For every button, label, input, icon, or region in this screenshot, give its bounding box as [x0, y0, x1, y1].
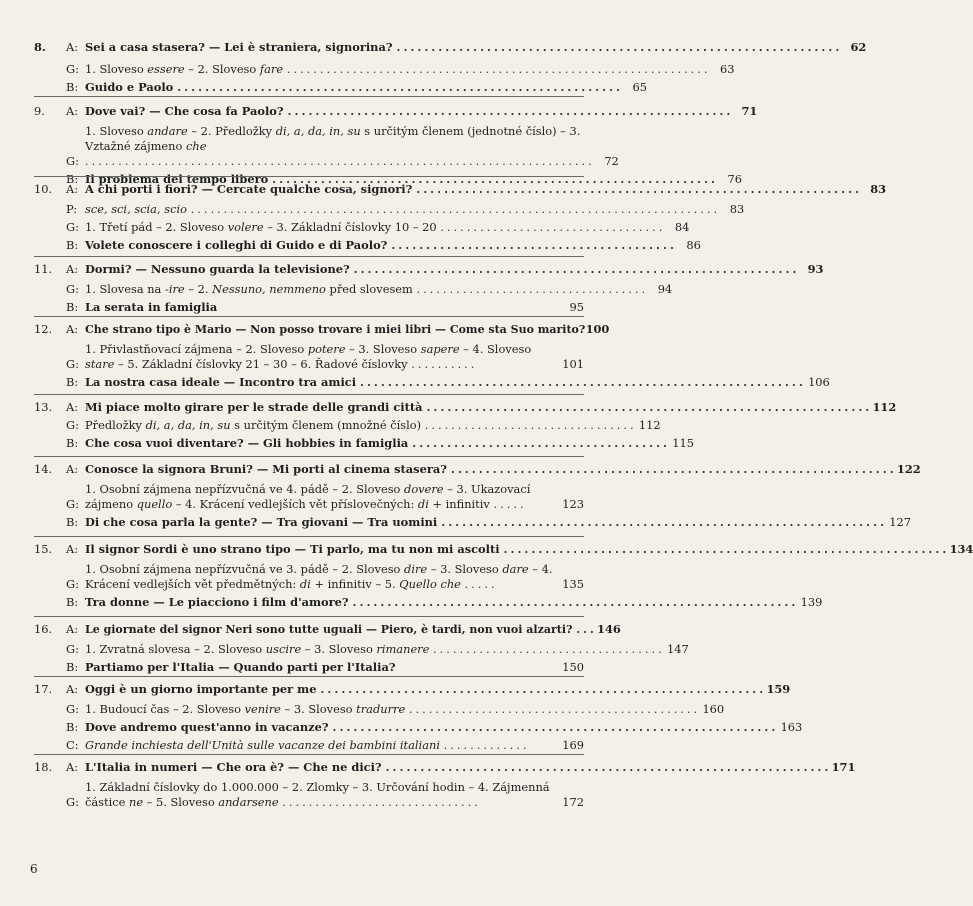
divider — [34, 316, 584, 317]
entry-page: 159 — [766, 682, 791, 696]
entry-title: sce, sci, scia, scio ................................................................................ — [85, 202, 721, 216]
entry-page: 171 — [831, 760, 856, 774]
lesson-number: 18. — [34, 760, 53, 774]
entry-page: 86 — [686, 238, 701, 252]
divider — [34, 176, 584, 177]
entry-code: B: — [66, 595, 79, 609]
entry-code: A: — [66, 182, 79, 196]
toc-entry — [66, 342, 584, 372]
toc-entry — [66, 418, 661, 433]
lesson-number: 16. — [34, 622, 53, 636]
entry-page: 84 — [674, 220, 690, 234]
entry-title: 1. Slovesa na -ire – 2. Nessuno, nemmeno před slovesem ................................... — [85, 282, 649, 296]
entry-page: 123 — [562, 497, 584, 511]
entry-title: Dormi? — Nessuno guarda la televisione? ................................................................ — [85, 262, 800, 276]
toc-entry — [66, 124, 619, 169]
toc-entry — [66, 375, 830, 390]
lesson-number: 8. — [34, 40, 46, 54]
page-folio: 6 — [30, 862, 38, 876]
toc-entry — [66, 436, 695, 451]
entry-title: A chi porti i fiori? — Cercate qualche cosa, signori? ................................................................ — [85, 182, 863, 196]
entry-page: 112 — [638, 418, 661, 432]
toc-entry — [66, 642, 689, 657]
entry-page: 71 — [741, 104, 758, 118]
entry-code: B: — [66, 375, 79, 389]
entry-code: G: — [66, 154, 79, 168]
divider — [34, 536, 584, 537]
lesson-number: 15. — [34, 542, 53, 556]
entry-title: Che cosa vuoi diventare? — Gli hobbies in famiglia ..................................... — [85, 436, 671, 450]
entry-page: 83 — [729, 202, 745, 216]
entry-title: Partiamo per l'Italia — Quando parti per l'Italia? — [85, 660, 396, 674]
entry-title: 1. Osobní zájmena nepřízvučná ve 4. pádě – 2. Sloveso dovere – 3. Ukazovací zájmeno quello – 4. Krácení vedlejších vět příslovečných: di + infinitiv ..... — [85, 482, 531, 511]
toc-entry — [66, 482, 584, 512]
entry-page: 172 — [562, 795, 584, 809]
entry-title: L'Italia in numeri — Che ora è? — Che ne dici? ................................................................ — [85, 760, 832, 774]
toc-entry — [66, 542, 973, 557]
entry-page: 134 — [949, 542, 973, 556]
entry-title: Che strano tipo è Mario — Non posso trovare i miei libri — Come sta Suo marito? — [85, 323, 586, 336]
toc-entry — [66, 738, 584, 753]
entry-code: B: — [66, 172, 79, 186]
toc-entry — [66, 760, 856, 775]
entry-title: Grande inchiesta dell'Unità sulle vacanze dei bambini italiani ............. — [85, 738, 530, 752]
toc-entry — [66, 660, 584, 675]
entry-code: G: — [66, 642, 79, 656]
entry-title: Předložky di, a, da, in, su s určitým členem (množné číslo) ................................ — [85, 418, 637, 432]
entry-code: C: — [66, 738, 79, 752]
entry-code: G: — [66, 62, 79, 76]
entry-code: A: — [66, 400, 79, 414]
entry-title: Sei a casa stasera? — Lei è straniera, signorina? ................................................................ — [85, 40, 843, 54]
entry-page: 95 — [569, 300, 584, 314]
toc-entry — [66, 400, 897, 415]
entry-title: 1. Osobní zájmena nepřízvučná ve 3. pádě – 2. Sloveso dire – 3. Sloveso dare – 4. Krácení vedlejších vět předmětných: di + infinitiv – 5. Quello che ..... — [85, 562, 553, 591]
entry-page: 106 — [808, 375, 830, 389]
entry-code: G: — [66, 282, 79, 296]
divider — [34, 96, 584, 97]
entry-page: 101 — [562, 357, 584, 371]
entry-page: 146 — [597, 622, 621, 636]
toc-entry — [66, 282, 673, 297]
entry-page: 93 — [807, 262, 824, 276]
entry-page: 147 — [666, 642, 689, 656]
entry-code: B: — [66, 436, 79, 450]
toc-entry — [66, 322, 610, 337]
entry-page: 160 — [702, 702, 725, 716]
entry-code: A: — [66, 622, 79, 636]
divider — [34, 616, 584, 617]
entry-title: 1. Zvratná slovesa – 2. Sloveso uscire – 3. Sloveso rimanere ................................... — [85, 642, 665, 656]
entry-page: 62 — [850, 40, 867, 54]
toc-entry — [66, 562, 584, 592]
entry-title: 1. Třetí pád – 2. Sloveso volere – 3. Základní číslovky 10 – 20 .................................. — [85, 220, 666, 234]
entry-page: 139 — [800, 595, 823, 609]
entry-title: Le giornate del signor Neri sono tutte uguali — Piero, è tardi, non vuoi alzarti? ... — [85, 623, 597, 636]
entry-code: B: — [66, 660, 79, 674]
lesson-number: 11. — [34, 262, 53, 276]
entry-title: 1. Sloveso essere – 2. Sloveso fare ................................................................ — [85, 62, 711, 76]
toc-entry — [66, 220, 690, 235]
lesson-number: 14. — [34, 462, 53, 476]
entry-code: G: — [66, 418, 79, 432]
entry-code: A: — [66, 104, 79, 118]
toc-entry — [66, 202, 745, 217]
toc-entry — [66, 62, 735, 77]
entry-title: 1. Sloveso andare – 2. Předložky di, a, da, in, su s určitým členem (jednotné číslo) – 3. Vztažné zájmeno che ............................................................................. — [85, 124, 595, 168]
entry-code: A: — [66, 322, 79, 336]
entry-code: G: — [66, 497, 79, 511]
entry-code: A: — [66, 682, 79, 696]
toc-entry — [66, 462, 921, 477]
toc-entry — [66, 780, 584, 810]
divider — [34, 456, 584, 457]
divider — [34, 754, 584, 755]
toc-entry — [66, 262, 824, 277]
entry-title: Il signor Sordi è uno strano tipo — Ti parlo, ma tu non mi ascolti ................................................................ — [85, 542, 950, 556]
entry-code: A: — [66, 542, 79, 556]
toc-entry — [66, 182, 887, 197]
entry-code: B: — [66, 238, 79, 252]
toc-entry — [66, 238, 701, 253]
entry-code: G: — [66, 220, 79, 234]
entry-title: Conosce la signora Bruni? — Mi porti al cinema stasera? ................................................................ — [85, 462, 897, 476]
entry-code: B: — [66, 80, 79, 94]
entry-title: Mi piace molto girare per le strade delle grandi città ................................................................ — [85, 400, 873, 414]
entry-title: Di che cosa parla la gente? — Tra giovani — Tra uomini ................................................................ — [85, 515, 888, 529]
entry-code: B: — [66, 300, 79, 314]
entry-code: A: — [66, 760, 79, 774]
lesson-number: 10. — [34, 182, 53, 196]
entry-title: Dove andremo quest'anno in vacanze? ................................................................ — [85, 720, 779, 734]
entry-title: Guido e Paolo ................................................................ — [85, 80, 624, 94]
entry-code: G: — [66, 357, 79, 371]
entry-page: 100 — [585, 322, 610, 336]
lesson-number: 13. — [34, 400, 53, 414]
entry-page: 135 — [562, 577, 584, 591]
toc-entry — [66, 300, 584, 315]
entry-code: P: — [66, 202, 78, 216]
entry-code: G: — [66, 702, 79, 716]
entry-page: 76 — [727, 172, 742, 186]
entry-title: Dove vai? — Che cosa fa Paolo? ................................................................ — [85, 104, 734, 118]
lesson-number: 17. — [34, 682, 53, 696]
entry-page: 127 — [889, 515, 912, 529]
entry-title: La serata in famiglia — [85, 300, 218, 314]
toc-entry — [66, 104, 758, 119]
divider — [34, 256, 584, 257]
toc-entry — [66, 720, 803, 735]
toc-entry — [66, 40, 867, 55]
toc-entry — [66, 682, 791, 697]
entry-page: 65 — [632, 80, 648, 94]
toc-entry — [66, 515, 912, 530]
entry-code: G: — [66, 795, 79, 809]
entry-page: 115 — [672, 436, 695, 450]
entry-code: A: — [66, 462, 79, 476]
entry-code: G: — [66, 577, 79, 591]
toc-entry — [66, 622, 621, 637]
toc-entry — [66, 595, 823, 610]
entry-code: A: — [66, 262, 79, 276]
lesson-number: 9. — [34, 104, 45, 118]
entry-page: 94 — [657, 282, 673, 296]
toc-entry — [66, 702, 725, 717]
entry-page: 83 — [870, 182, 887, 196]
entry-page: 72 — [604, 154, 619, 168]
entry-title: 1. Budoucí čas – 2. Sloveso venire – 3. Sloveso tradurre ............................................ — [85, 702, 701, 716]
entry-page: 163 — [780, 720, 803, 734]
entry-title: 1. Základní číslovky do 1.000.000 – 2. Zlomky – 3. Určování hodin – 4. Zájmenná částice ne – 5. Sloveso andarsene .............................. — [85, 780, 550, 809]
entry-code: A: — [66, 40, 79, 54]
entry-page: 150 — [562, 660, 584, 674]
entry-page: 112 — [872, 400, 897, 414]
entry-title: Il problema del tempo libero ................................................................ — [85, 172, 718, 186]
entry-code: B: — [66, 515, 79, 529]
entry-page: 63 — [719, 62, 735, 76]
entry-title: 1. Přivlastňovací zájmena – 2. Sloveso potere – 3. Sloveso sapere – 4. Sloveso stare – 5. Základní číslovky 21 – 30 – 6. Řadové číslovky .......... — [85, 342, 532, 371]
lesson-number: 12. — [34, 322, 53, 336]
divider — [34, 394, 584, 395]
toc-entry — [66, 80, 648, 95]
entry-code: B: — [66, 720, 79, 734]
entry-title: La nostra casa ideale — Incontro tra amici ................................................................ — [85, 375, 806, 389]
entry-page: 122 — [896, 462, 921, 476]
divider — [34, 676, 584, 677]
entry-title: Tra donne — Le piacciono i film d'amore? ................................................................ — [85, 595, 799, 609]
entry-title: Volete conoscere i colleghi di Guido e di Paolo? ......................................... — [85, 238, 677, 252]
entry-title: Oggi è un giorno importante per me ................................................................ — [85, 682, 767, 696]
entry-page: 169 — [562, 738, 584, 752]
